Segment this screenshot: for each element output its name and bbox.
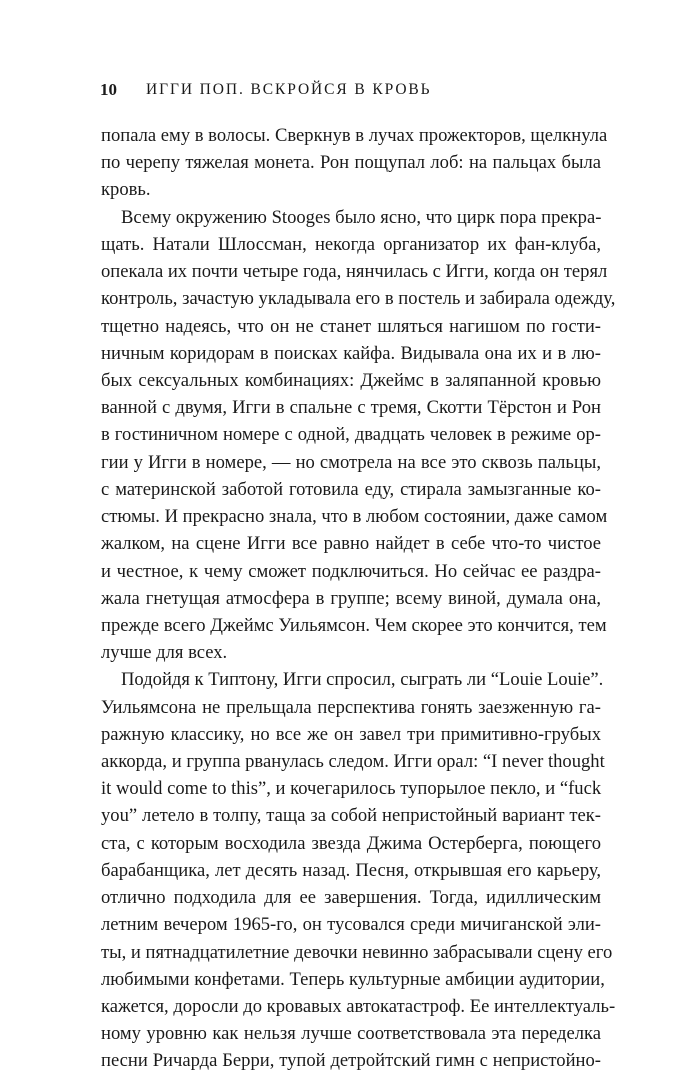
text-line: барабанщика, лет десять назад. Песня, открывшая его карьеру, <box>101 859 601 881</box>
text-line: ному уровню как нельзя лучше соответствовала эта переделка <box>101 1023 601 1045</box>
text-line: тщетно надеясь, что он не станет шляться нагишом по гости- <box>101 315 601 337</box>
text-line: ничным коридорам в поисках кайфа. Видывала она их и в лю- <box>101 342 601 364</box>
text-line: щать. Натали Шлоссман, некогда организатор их фан-клуба, <box>101 233 601 255</box>
text-line: и честное, к чему сможет подключиться. Но сейчас ее раздра- <box>101 560 601 582</box>
text-line: с материнской заботой готовила еду, стирала замызганные ко- <box>101 478 601 500</box>
text-line: прежде всего Джеймс Уильямсон. Чем скорее это кончится, тем <box>101 614 607 636</box>
text-line: лучше для всех. <box>101 642 228 664</box>
text-line: гии у Игги в номере, — но смотрела на все это сквозь пальцы, <box>101 451 601 473</box>
page-number: 10 <box>100 80 117 99</box>
text-line: отлично подходила для ее завершения. Тогда, идиллическим <box>101 887 601 909</box>
text-line: ста, с которым восходила звезда Джима Остерберга, поющего <box>101 832 601 854</box>
text-line: жала гнетущая атмосфера в группе; всему виной, думала она, <box>101 587 601 609</box>
text-line: опекала их почти четыре года, нянчилась с Игги, когда он терял <box>101 261 608 283</box>
text-line: Всему окружению Stooges было ясно, что цирк пора прекра- <box>121 206 602 228</box>
text-line: it would come to this”, и кочегарилось тупорылое пекло, и “fuck <box>101 778 602 800</box>
text-line: летним вечером 1965-го, он тусовался среди мичиганской эли- <box>101 914 601 936</box>
text-line: ражную классику, но все же он завел три примитивно-грубых <box>101 723 601 745</box>
text-line: песни Ричарда Берри, тупой детройтский гимн с непристойно- <box>101 1050 601 1072</box>
running-head <box>100 79 600 103</box>
text-line: Подойдя к Типтону, Игги спросил, сыграть ли “Louie Louie”. <box>121 669 604 691</box>
body-text <box>101 122 616 1075</box>
text-line: контроль, зачастую укладывала его в постель и забирала одежду, <box>101 288 616 310</box>
text-line: ванной с двумя, Игги в спальне с тремя, Скотти Тёрстон и Рон <box>101 397 601 419</box>
text-line: аккорда, и группа рванулась следом. Игги орал: “I never thought <box>101 751 605 773</box>
text-line: ты, и пятнадцатилетние девочки невинно забрасывали сцену его <box>101 941 613 963</box>
text-line: в гостиничном номере с одной, двадцать человек в режиме ор- <box>101 424 601 446</box>
text-line: попала ему в волосы. Сверкнув в лучах прожекторов, щелкнула <box>101 125 608 146</box>
running-head-title: ИГГИ ПОП. ВСКРОЙСЯ В КРОВЬ <box>146 81 432 98</box>
text-line: Уильямсона не прельщала перспектива гонять заезженную га- <box>101 696 601 718</box>
text-line: любимыми конфетами. Теперь культурные амбиции аудитории, <box>101 968 605 990</box>
text-line: по черепу тяжелая монета. Рон пощупал лоб: на пальцах была <box>101 152 601 174</box>
text-line: кровь. <box>101 179 151 201</box>
text-line: жалком, на сцене Игги все равно найдет в себе что-то чистое <box>101 533 601 555</box>
text-line: you” летело в толпу, таща за собой непристойный вариант тек- <box>101 805 601 827</box>
text-line: стюмы. И прекрасно знала, что в любом состоянии, даже самом <box>101 506 608 528</box>
text-line: кажется, доросли до кровавых автокатастроф. Ее интеллектуаль- <box>101 996 616 1017</box>
text-line: бых сексуальных комбинациях: Джеймс в заляпанной кровью <box>101 369 601 391</box>
